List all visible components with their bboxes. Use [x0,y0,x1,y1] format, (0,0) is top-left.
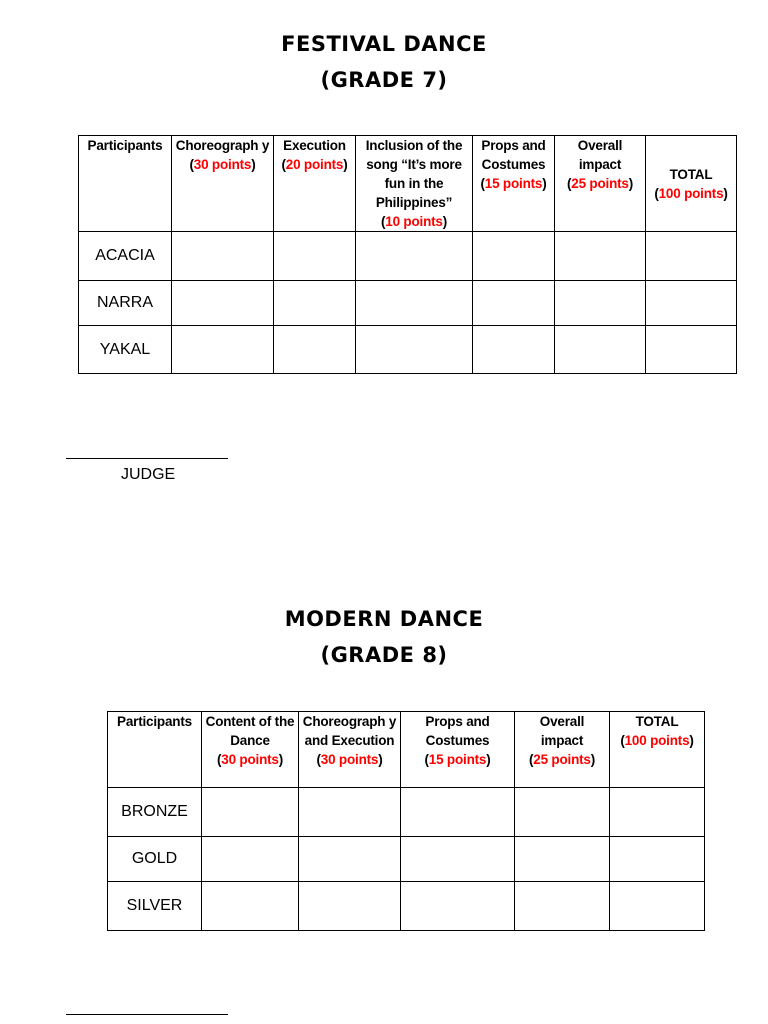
score-cell[interactable] [473,281,555,326]
score-cell[interactable] [555,232,646,281]
score-cell[interactable] [401,882,515,931]
score-cell[interactable] [172,281,274,326]
score-cell[interactable] [274,326,356,374]
modern-title: MODERN DANCE [284,607,484,631]
festival-header-choreography: Choreograph y (30 points) [172,136,274,232]
festival-judge-label: JUDGE [121,466,176,483]
points-label: 100 points [624,733,690,748]
modern-grade: (GRADE 8) [320,643,448,667]
score-cell[interactable] [401,788,515,837]
score-cell[interactable] [356,232,473,281]
festival-header-row [79,136,737,232]
total-cell[interactable] [646,232,737,281]
modern-header-total: TOTAL (100 points) [610,712,705,788]
festival-judge-signature-line[interactable] [66,458,228,459]
festival-header-props: Props and Costumes (15 points) [473,136,555,232]
score-cell[interactable] [202,882,299,931]
participant-name: GOLD [108,837,202,882]
modern-header-content: Content of the Dance (30 points) [202,712,299,788]
score-cell[interactable] [172,326,274,374]
score-cell[interactable] [299,788,401,837]
score-cell[interactable] [202,788,299,837]
score-cell[interactable] [299,837,401,882]
points-label: 100 points [658,185,724,201]
points-label: 30 points [320,752,379,767]
score-cell[interactable] [473,326,555,374]
festival-header-execution: Execution (20 points) [274,136,356,232]
points-label: 25 points [533,752,591,767]
table-row [79,281,737,326]
score-cell[interactable] [299,882,401,931]
modern-header-choreography-execution: Choreograph y and Execution (30 points) [299,712,401,788]
points-label: 25 points [571,176,629,191]
table-row [79,326,737,374]
points-label: 15 points [428,752,487,767]
points-label: 10 points [385,214,443,229]
score-cell[interactable] [274,281,356,326]
festival-title: FESTIVAL DANCE [281,32,487,56]
modern-header-overall: Overall impact (25 points) [515,712,610,788]
score-cell[interactable] [555,281,646,326]
score-cell[interactable] [515,837,610,882]
score-cell[interactable] [401,837,515,882]
total-cell[interactable] [646,326,737,374]
festival-header-participants: Participants [79,136,172,232]
total-cell[interactable] [610,788,705,837]
total-cell[interactable] [610,882,705,931]
score-cell[interactable] [356,281,473,326]
festival-header-overall: Overall impact (25 points) [555,136,646,232]
table-row [108,837,705,882]
participant-name: YAKAL [79,326,172,374]
total-cell[interactable] [610,837,705,882]
table-row [108,788,705,837]
score-cell[interactable] [555,326,646,374]
score-cell[interactable] [172,232,274,281]
participant-name: ACACIA [79,232,172,281]
modern-header-row [108,712,705,788]
festival-header-total: TOTAL (100 points) [646,136,737,232]
total-cell[interactable] [646,281,737,326]
score-cell[interactable] [473,232,555,281]
modern-score-table [107,711,705,931]
participant-name: BRONZE [108,788,202,837]
score-cell[interactable] [356,326,473,374]
points-label: 30 points [193,157,252,172]
score-cell[interactable] [274,232,356,281]
festival-grade: (GRADE 7) [320,68,448,92]
score-cell[interactable] [202,837,299,882]
modern-judge-signature-line[interactable] [66,1014,228,1015]
modern-header-props: Props and Costumes (15 points) [401,712,515,788]
modern-header-participants: Participants [108,712,202,788]
score-cell[interactable] [515,882,610,931]
points-label: 30 points [221,752,279,767]
participant-name: NARRA [79,281,172,326]
festival-header-inclusion: Inclusion of the song “It’s more fun in the Philippines” (10 points) [356,136,473,232]
score-cell[interactable] [515,788,610,837]
participant-name: SILVER [108,882,202,931]
festival-score-table [78,135,737,374]
table-row [108,882,705,931]
table-row [79,232,737,281]
points-label: 20 points [285,157,344,172]
points-label: 15 points [484,176,543,191]
